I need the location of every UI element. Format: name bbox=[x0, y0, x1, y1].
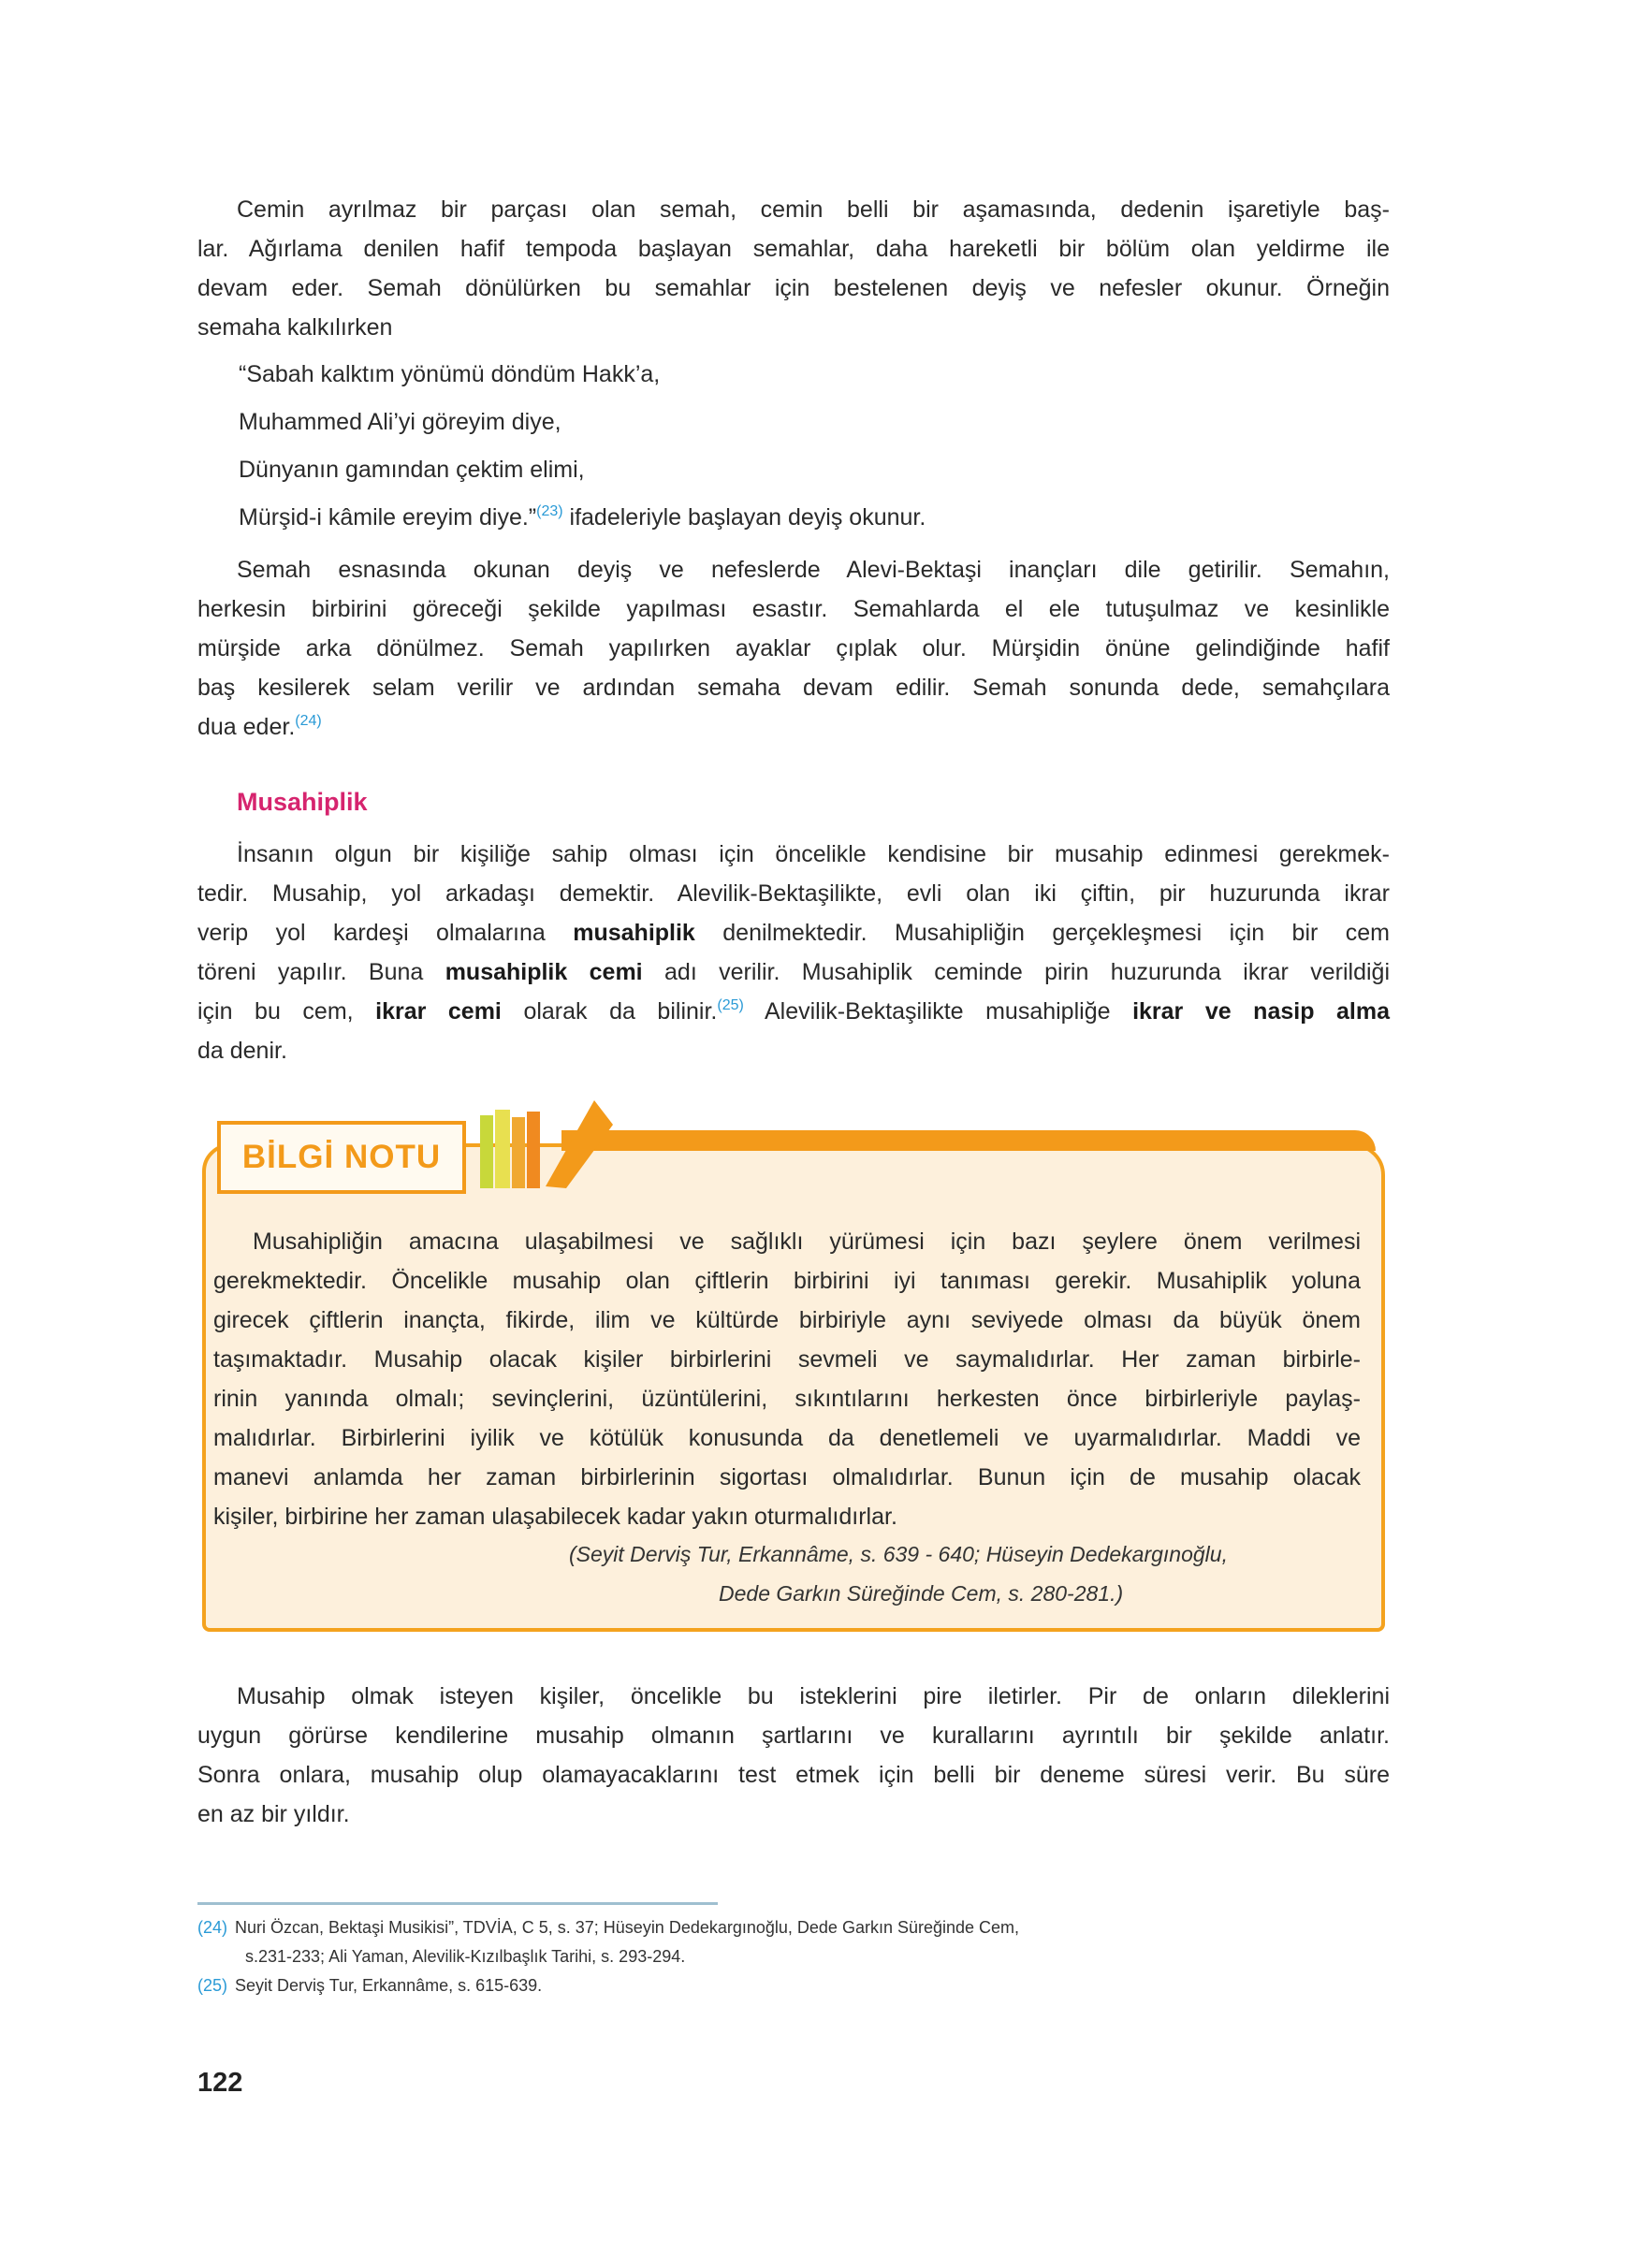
text-run: taşımaktadır. Musahip olacak kişiler birbirlerini sevmeli ve saymalıdırlar. Her zaman birbirle- bbox=[213, 1346, 1361, 1373]
text-line bbox=[197, 1795, 1390, 1834]
text-line bbox=[197, 952, 1390, 992]
text-line bbox=[239, 446, 1390, 494]
text-run: girecek çiftlerin inançta, fikirde, ilim ve kültürde birbiriyle aynı seviyede olması da büyük önem bbox=[213, 1307, 1361, 1333]
text-line bbox=[197, 835, 1390, 874]
text-line bbox=[197, 707, 1390, 747]
text-run: tedir. Musahip, yol arkadaşı demektir. Alevilik-Bektaşilikte, evli olan iki çiftin, pir huzurunda ikrar bbox=[197, 880, 1390, 907]
text-run: Sonra onlara, musahip olup olamayacaklarını test etmek için belli bir deneme süresi verir. Bu süre bbox=[197, 1762, 1390, 1788]
text-line bbox=[197, 992, 1390, 1031]
section-heading-musahiplik: Musahiplik bbox=[237, 788, 368, 816]
footnote-25 bbox=[197, 1976, 542, 1996]
page-number: 122 bbox=[197, 2068, 243, 2098]
footnote-number: (24) bbox=[197, 1918, 228, 1937]
text-line bbox=[197, 308, 1390, 347]
verse-quote bbox=[239, 351, 1390, 542]
text-run: manevi anlamda her zaman birbirlerinin sigortası olmalıdırlar. Bunun için de musahip olacak bbox=[213, 1464, 1361, 1490]
text-line bbox=[197, 668, 1390, 707]
text-run: Semah esnasında okunan deyiş ve nefeslerde Alevi-Bektaşi inançları dile getirilir. Semahın, bbox=[237, 557, 1390, 583]
text-run: verip yol kardeşi olmalarına bbox=[197, 920, 574, 946]
info-box-citation-line-2: Dede Garkın Süreğinde Cem, s. 280-281.) bbox=[719, 1581, 1124, 1606]
text-run: Cemin ayrılmaz bir parçası olan semah, cemin belli bir aşamasında, dedenin işaretiyle baş- bbox=[237, 196, 1390, 223]
text-run: baş kesilerek selam verilir ve ardından semaha devam edilir. Semah sonunda dede, semahçılara bbox=[197, 675, 1390, 701]
footnote-24 bbox=[197, 1918, 1019, 1938]
text-line bbox=[239, 351, 1390, 399]
text-line bbox=[197, 1716, 1390, 1755]
paragraph-1 bbox=[197, 190, 1390, 347]
footnote-text: s.231-233; Ali Yaman, Alevilik-Kızılbaşlık Tarihi, s. 293-294. bbox=[245, 1947, 686, 1966]
books-icon bbox=[473, 1097, 622, 1190]
footnote-reference: (24) bbox=[295, 713, 322, 729]
text-run: da denir. bbox=[197, 1038, 287, 1064]
text-line bbox=[213, 1418, 1361, 1458]
text-line bbox=[197, 1031, 1390, 1070]
paragraph-3 bbox=[197, 835, 1390, 1070]
info-box-citation-line-1: (Seyit Derviş Tur, Erkannâme, s. 639 - 640; Hüseyin Dedekargınoğlu, bbox=[569, 1542, 1228, 1566]
text-run: rinin yanında olmalı; sevinçlerini, üzüntülerini, sıkıntılarını herkesten önce birbirleriyle paylaş- bbox=[213, 1386, 1361, 1412]
text-run: adı verilir. Musahiplik ceminde pirin huzurunda ikrar verildiği bbox=[642, 959, 1390, 985]
text-run: olarak da bilinir. bbox=[501, 998, 718, 1025]
text-run: lar. Ağırlama denilen hafif tempoda başlayan semahlar, daha hareketli bir bölüm olan yeldirme ile bbox=[197, 236, 1390, 262]
text-line bbox=[197, 629, 1390, 668]
text-line bbox=[197, 874, 1390, 913]
text-line bbox=[213, 1340, 1361, 1379]
text-run: Musahip olmak isteyen kişiler, öncelikle bu isteklerini pire iletirler. Pir de onların dileklerini bbox=[237, 1683, 1390, 1709]
text-run: Mürşid-i kâmile ereyim diye.” bbox=[239, 504, 537, 531]
info-box-label: BİLGİ NOTU bbox=[217, 1121, 466, 1194]
paragraph-2 bbox=[197, 550, 1390, 747]
footnote-reference: (25) bbox=[717, 997, 744, 1013]
text-run: semaha kalkılırken bbox=[197, 314, 393, 341]
text-line bbox=[197, 269, 1390, 308]
text-run: herkesin birbirini göreceği şekilde yapılması esastır. Semahlarda el ele tutuşulmaz ve kesinlikle bbox=[197, 596, 1390, 622]
footnote-number: (25) bbox=[197, 1976, 228, 1995]
text-run: töreni yapılır. Buna bbox=[197, 959, 445, 985]
text-run: denilmektedir. Musahipliğin gerçekleşmesi için bir cem bbox=[694, 920, 1390, 946]
text-run: gerekmektedir. Öncelikle musahip olan çiftlerin birbirini iyi tanıması gerekir. Musahiplik yoluna bbox=[213, 1268, 1361, 1294]
footnote-divider bbox=[197, 1902, 718, 1905]
text-line bbox=[197, 229, 1390, 269]
bold-term: musahiplik cemi bbox=[445, 959, 643, 985]
info-box-text bbox=[213, 1222, 1361, 1536]
info-box-header-bar bbox=[561, 1130, 1376, 1151]
text-line bbox=[213, 1458, 1361, 1497]
text-run: uygun görürse kendilerine musahip olmanın şartlarını ve kurallarını ayrıntılı bir şekilde anlatır. bbox=[197, 1723, 1390, 1749]
text-run: en az bir yıldır. bbox=[197, 1801, 350, 1827]
text-run: “Sabah kalktım yönümü döndüm Hakk’a, bbox=[239, 361, 661, 387]
text-line bbox=[197, 1677, 1390, 1716]
text-line bbox=[213, 1379, 1361, 1418]
text-line bbox=[213, 1222, 1361, 1261]
text-line bbox=[197, 550, 1390, 589]
text-run: mürşide arka dönülmez. Semah yapılırken ayaklar çıplak olur. Mürşidin önüne gelindiğinde hafif bbox=[197, 635, 1390, 662]
text-line bbox=[213, 1301, 1361, 1340]
text-line bbox=[197, 190, 1390, 229]
footnote-text: Seyit Derviş Tur, Erkannâme, s. 615-639. bbox=[235, 1976, 543, 1995]
text-run: Alevilik-Bektaşilikte musahipliğe bbox=[743, 998, 1133, 1025]
text-run: dua eder. bbox=[197, 714, 296, 740]
bold-term: ikrar ve nasip alma bbox=[1132, 998, 1391, 1025]
text-run: Dünyanın gamından çektim elimi, bbox=[239, 457, 585, 483]
text-line bbox=[213, 1261, 1361, 1301]
text-run: Muhammed Ali’yi göreyim diye, bbox=[239, 409, 561, 435]
paragraph-4 bbox=[197, 1677, 1390, 1834]
text-run: malıdırlar. Birbirlerini iyilik ve kötülük konusunda da denetlemeli ve uyarmalıdırlar. Maddi ve bbox=[213, 1425, 1361, 1451]
bold-term: musahiplik bbox=[573, 920, 695, 946]
text-run: kişiler, birbirine her zaman ulaşabilecek kadar yakın oturmalıdırlar. bbox=[213, 1504, 897, 1530]
text-line bbox=[213, 1497, 1361, 1536]
footnote-reference: (23) bbox=[536, 503, 563, 519]
text-run: için bu cem, bbox=[197, 998, 376, 1025]
text-run: devam eder. Semah dönülürken bu semahlar için bestelenen deyiş ve nefesler okunur. Örneğin bbox=[197, 275, 1390, 301]
text-run: Musahipliğin amacına ulaşabilmesi ve sağlıklı yürümesi için bazı şeylere önem verilmesi bbox=[253, 1228, 1361, 1255]
text-run: ifadeleriyle başlayan deyiş okunur. bbox=[562, 504, 926, 531]
bold-term: ikrar cemi bbox=[375, 998, 502, 1025]
text-run: İnsanın olgun bir kişiliğe sahip olması için öncelikle kendisine bir musahip edinmesi gerekmek- bbox=[237, 841, 1390, 867]
text-line bbox=[239, 494, 1390, 542]
text-line bbox=[197, 589, 1390, 629]
footnote-24-cont bbox=[245, 1947, 685, 1967]
text-line bbox=[197, 1755, 1390, 1795]
text-line bbox=[197, 913, 1390, 952]
text-line bbox=[239, 399, 1390, 446]
footnote-text: Nuri Özcan, Bektaşi Musikisi”, TDVİA, C 5, s. 37; Hüseyin Dedekargınoğlu, Dede Garkın Süreğinde Cem, bbox=[235, 1918, 1020, 1937]
